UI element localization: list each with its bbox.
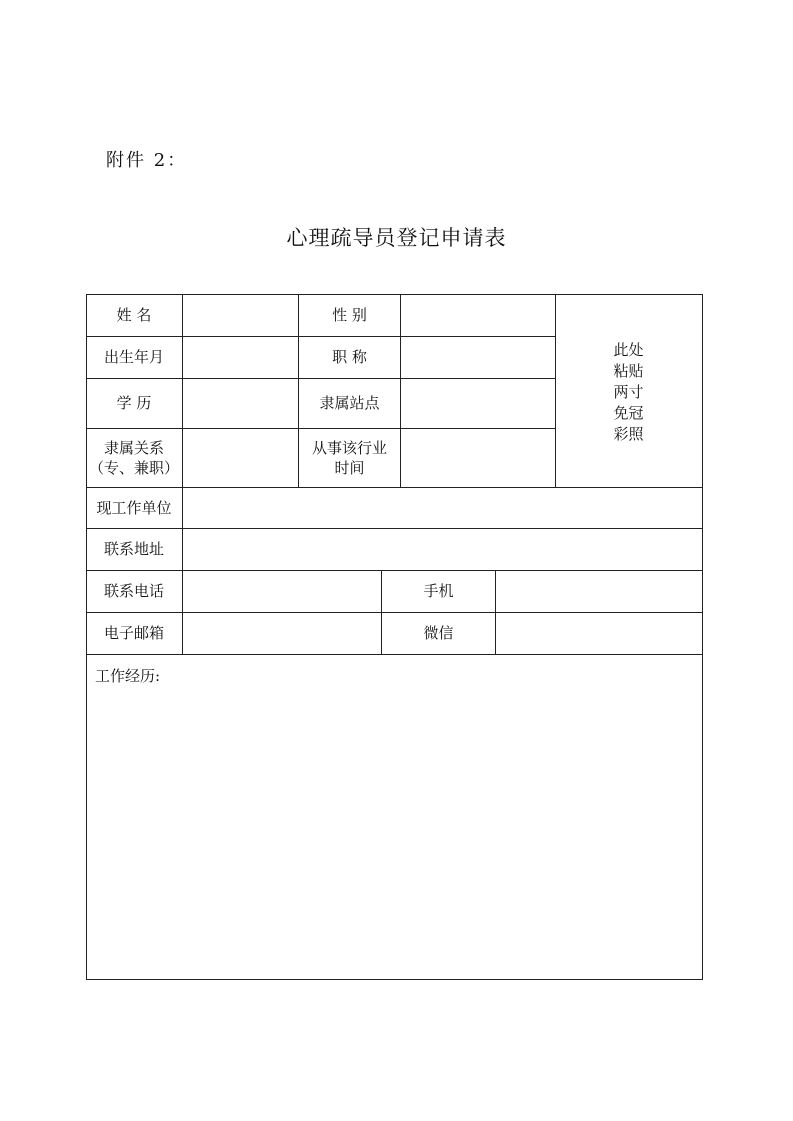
mobile-label: 手机 [423, 582, 454, 600]
industry-time-label [299, 428, 400, 487]
industry-time-label-line1: 从事该行业 [311, 438, 387, 457]
email-label: 电子邮箱 [103, 624, 164, 642]
photo-text-line: 两寸 [613, 383, 644, 401]
photo-text-line: 粘贴 [613, 362, 644, 380]
phone-label: 联系电话 [103, 582, 164, 600]
birth-label: 出生年月 [103, 348, 164, 366]
relation-label-line1: 隶属关系 [103, 438, 164, 457]
relation-label-line2: （专、兼职） [88, 458, 179, 477]
relation-label [86, 428, 182, 487]
education-field[interactable] [183, 379, 298, 428]
address-label: 联系地址 [103, 540, 164, 558]
title-label: 职 称 [332, 348, 367, 366]
gender-label: 性 别 [332, 306, 367, 324]
attachment-label: 附件 2： [106, 150, 188, 171]
photo-text-line: 彩照 [613, 425, 644, 443]
education-label: 学 历 [116, 394, 152, 412]
station-label: 隶属站点 [319, 394, 380, 412]
address-field[interactable] [183, 529, 702, 570]
name-label: 姓 名 [116, 306, 152, 324]
gender-field[interactable] [401, 295, 555, 336]
work-experience-label: 工作经历: [95, 667, 161, 685]
photo-text-line: 此处 [613, 341, 644, 359]
workplace-field[interactable] [183, 488, 702, 528]
relation-field[interactable] [183, 429, 298, 487]
birth-field[interactable] [183, 337, 298, 378]
work-experience-field[interactable] [88, 690, 701, 978]
workplace-label: 现工作单位 [96, 498, 172, 517]
title-field[interactable] [401, 337, 555, 378]
wechat-field[interactable] [496, 613, 702, 654]
photo-placeholder[interactable] [555, 340, 702, 445]
email-field[interactable] [183, 613, 381, 654]
phone-field[interactable] [183, 571, 381, 612]
name-field[interactable] [183, 295, 298, 336]
photo-text-line: 免冠 [613, 404, 644, 422]
mobile-field[interactable] [496, 571, 702, 612]
row-divider [86, 654, 703, 655]
industry-time-label-line2: 时间 [334, 458, 365, 477]
industry-time-field[interactable] [401, 429, 555, 487]
form-title: 心理疏导员登记申请表 [286, 226, 507, 250]
wechat-label: 微信 [423, 624, 454, 642]
station-field[interactable] [401, 379, 555, 428]
